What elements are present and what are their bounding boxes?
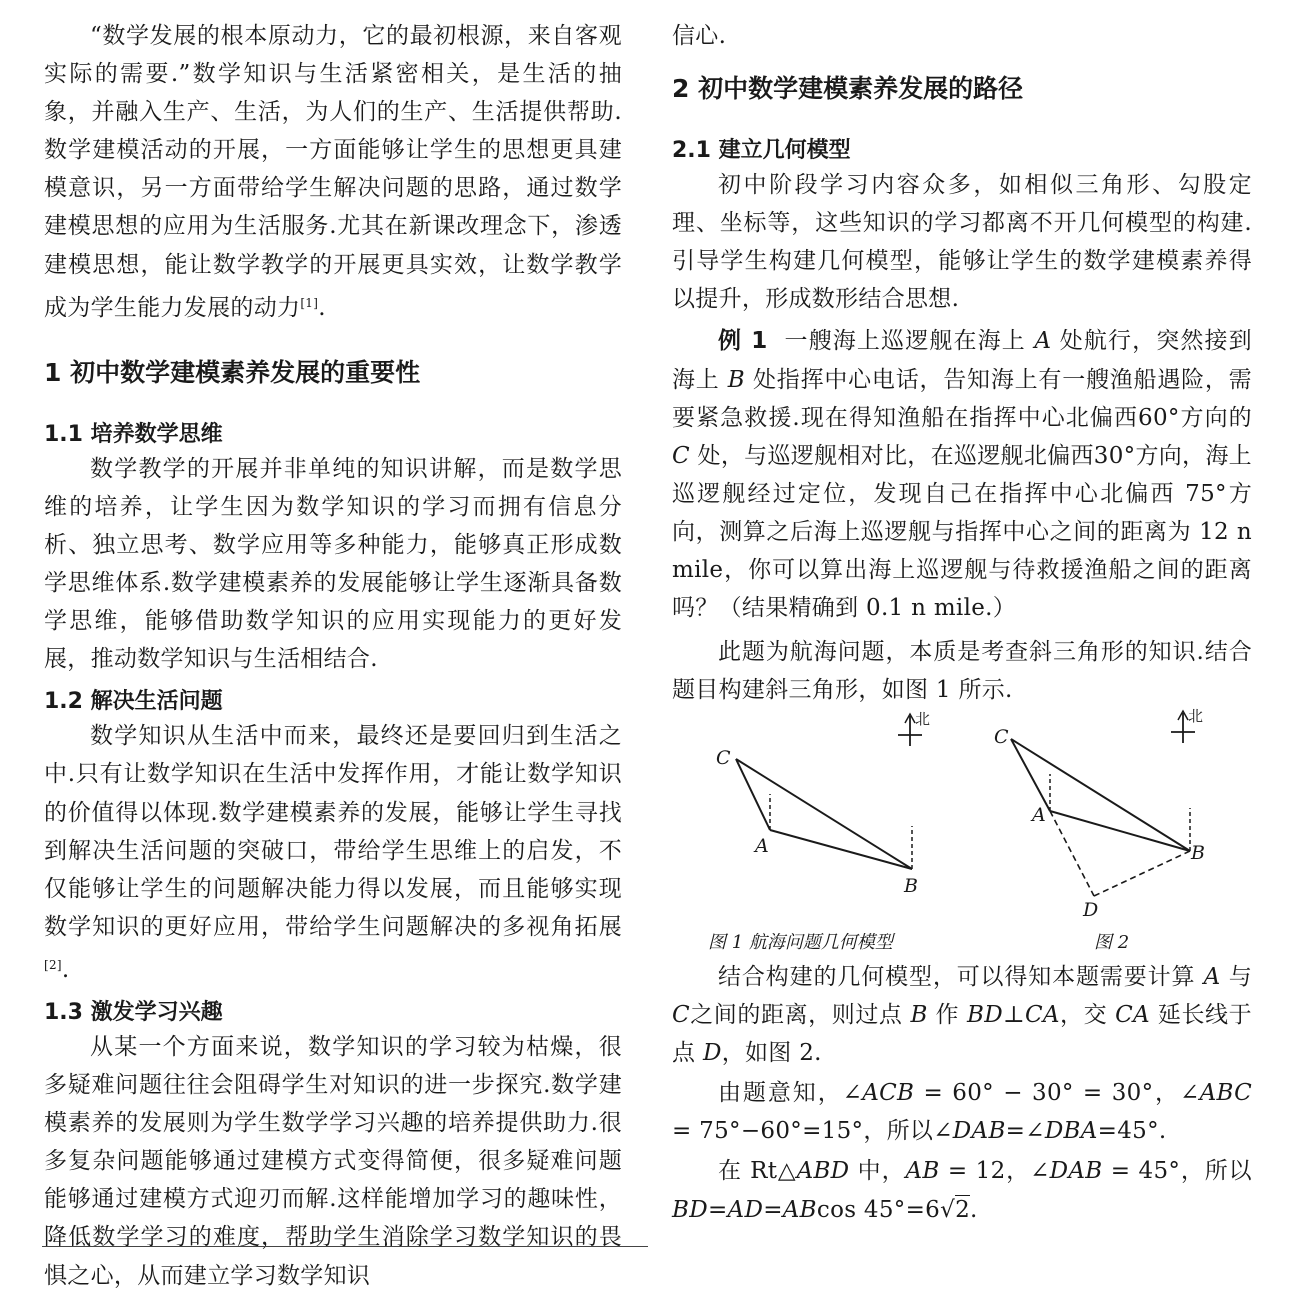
citation-2[interactable]: [2] (44, 957, 62, 972)
section-1-3-heading: 1.3 激发学习兴趣 (44, 999, 223, 1025)
citation-1[interactable]: [1] (300, 295, 319, 310)
figure-2-caption: 图 2 (1094, 932, 1130, 953)
fig1-label-A: A (755, 835, 769, 857)
section-1-2-paragraph: 数学知识从生活中而来，最终还是要回归到生活之中.只有让数学知识在生活中发挥作用，才能让数学知识的价值得以体现.数学建模素养的发展，能够让学生寻找到解决生活问题的突破口，带给学生思维上的启发，不仅能够让学生的问题解决能力得以发展，而且能够实现数学知识的更好应用，带给学生问题解决的多视角拓展[2]. (44, 723, 622, 983)
segment-CA-2 (1011, 739, 1050, 811)
section-1-2-heading: 1.2 解决生活问题 (44, 689, 223, 715)
fig1-label-B: B (904, 875, 918, 897)
figure-1-caption: 图 1 航海问题几何模型 (708, 932, 893, 953)
segment-AB-2 (1050, 811, 1190, 851)
analysis-paragraph: 此题为航海问题，本质是考查斜三角形的知识.结合题目构建斜三角形，如图 1 所示. (672, 639, 1252, 704)
example-label: 例 1 (718, 328, 768, 355)
fig2-label-C: C (994, 726, 1009, 748)
fig1-north-label: 北 (915, 710, 931, 728)
sqrt-radicand: 2 (955, 1196, 971, 1223)
segment-CB-2 (1011, 739, 1190, 851)
geometry-figures (672, 706, 1252, 956)
section-2-1-paragraph: 初中阶段学习内容众多，如相似三角形、勾股定理、坐标等，这些知识的学习都离不开几何模型的构建.引导学生构建几何模型，能够让学生的数学建模素养得以提升，形成数形结合思想. (672, 172, 1252, 313)
section-1-heading: 1 初中数学建模素养发展的重要性 (44, 357, 421, 387)
perpendicular-BD (1094, 851, 1190, 896)
fig2-label-A: A (1032, 804, 1046, 826)
section-2-1-heading: 2.1 建立几何模型 (672, 138, 851, 164)
fig2-north-label: 北 (1188, 707, 1204, 725)
extension-AD (1050, 811, 1094, 896)
example-1-paragraph: 例 1 一艘海上巡逻舰在海上 A 处航行，突然接到海上 B 处指挥中心电话，告知海上有一艘渔船遇险，需要紧急救援.现在得知渔船在指挥中心北偏西60°方向的 C 处，与巡逻舰相对比，在巡逻舰北偏西30°方向，海上巡逻舰经过定位，发现自己在指挥中心北偏西 75°方向，测算之后海上巡逻舰与指挥中心之间的距离为 12 n mile，你可以算出海上巡逻舰与待救援渔船之间的距离吗？（结果精确到 0.1 n mile.） (672, 328, 1252, 622)
continued-text: 信心. (672, 23, 727, 49)
figure-area (672, 706, 1252, 956)
angles-paragraph: 由题意知，∠ACB = 60° − 30° = 30°，∠ABC = 75°−60°=15°，所以∠DAB=∠DBA=45°. (672, 1080, 1252, 1145)
fig2-label-B: B (1191, 842, 1205, 864)
intro-paragraph: “数学发展的根本原动力，它的最初根源，来自客观实际的需要.”数学知识与生活紧密相关，是生活的抽象，并融入生产、生活，为人们的生产、生活提供帮助.数学建模活动的开展，一方面能够让学生的思想更具建模意识，另一方面带给学生解决问题的思路，通过数学建模思想的应用为生活服务.尤其在新课改理念下，渗透建模思想，能让数学教学的开展更具实效，让数学教学成为学生能力发展的动力[1]. (44, 23, 622, 321)
footnote-divider (42, 1246, 648, 1247)
segment-AB (770, 830, 912, 869)
left-column (44, 0, 622, 1295)
model-paragraph: 结合构建的几何模型，可以得知本题需要计算 A 与C之间的距离，则过点 B 作 BD⊥CA，交 CA 延长线于点 D，如图 2. (672, 964, 1252, 1067)
section-1-1-paragraph: 数学教学的开展并非单纯的知识讲解，而是数学思维的培养，让学生因为数学知识的学习而拥有信息分析、独立思考、数学应用等多种能力，能够真正形成数学思维体系.数学建模素养的发展能够让学生逐渐具备数学思维，能够借助数学知识的应用实现能力的更好发展，推动数学知识与生活相结合. (44, 455, 622, 673)
section-1-1-heading: 1.1 培养数学思维 (44, 421, 223, 447)
right-column-lower (672, 958, 1252, 1229)
section-1-3-paragraph: 从某一个方面来说，数学知识的学习较为枯燥，很多疑难问题往往会阻碍学生对知识的进一步探究.数学建模素养的发展则为学生数学学习兴趣的培养提供助力.很多复杂问题能够通过建模方式变得简便，很多疑难问题能够通过建模方式迎刃而解.这样能增加学习的趣味性，降低数学学习的难度，帮助学生消除学习数学知识的畏惧之心，从而建立学习数学知识 (44, 1033, 622, 1289)
right-column (672, 0, 1252, 709)
section-2-heading: 2 初中数学建模素养发展的路径 (672, 74, 1024, 104)
fig1-label-C: C (716, 747, 731, 769)
fig2-label-D: D (1083, 899, 1099, 921)
rt-triangle-paragraph: 在 Rt△ABD 中，AB = 12，∠DAB = 45°，所以 BD=AD=ABcos 45°=6√2. (672, 1158, 1252, 1223)
